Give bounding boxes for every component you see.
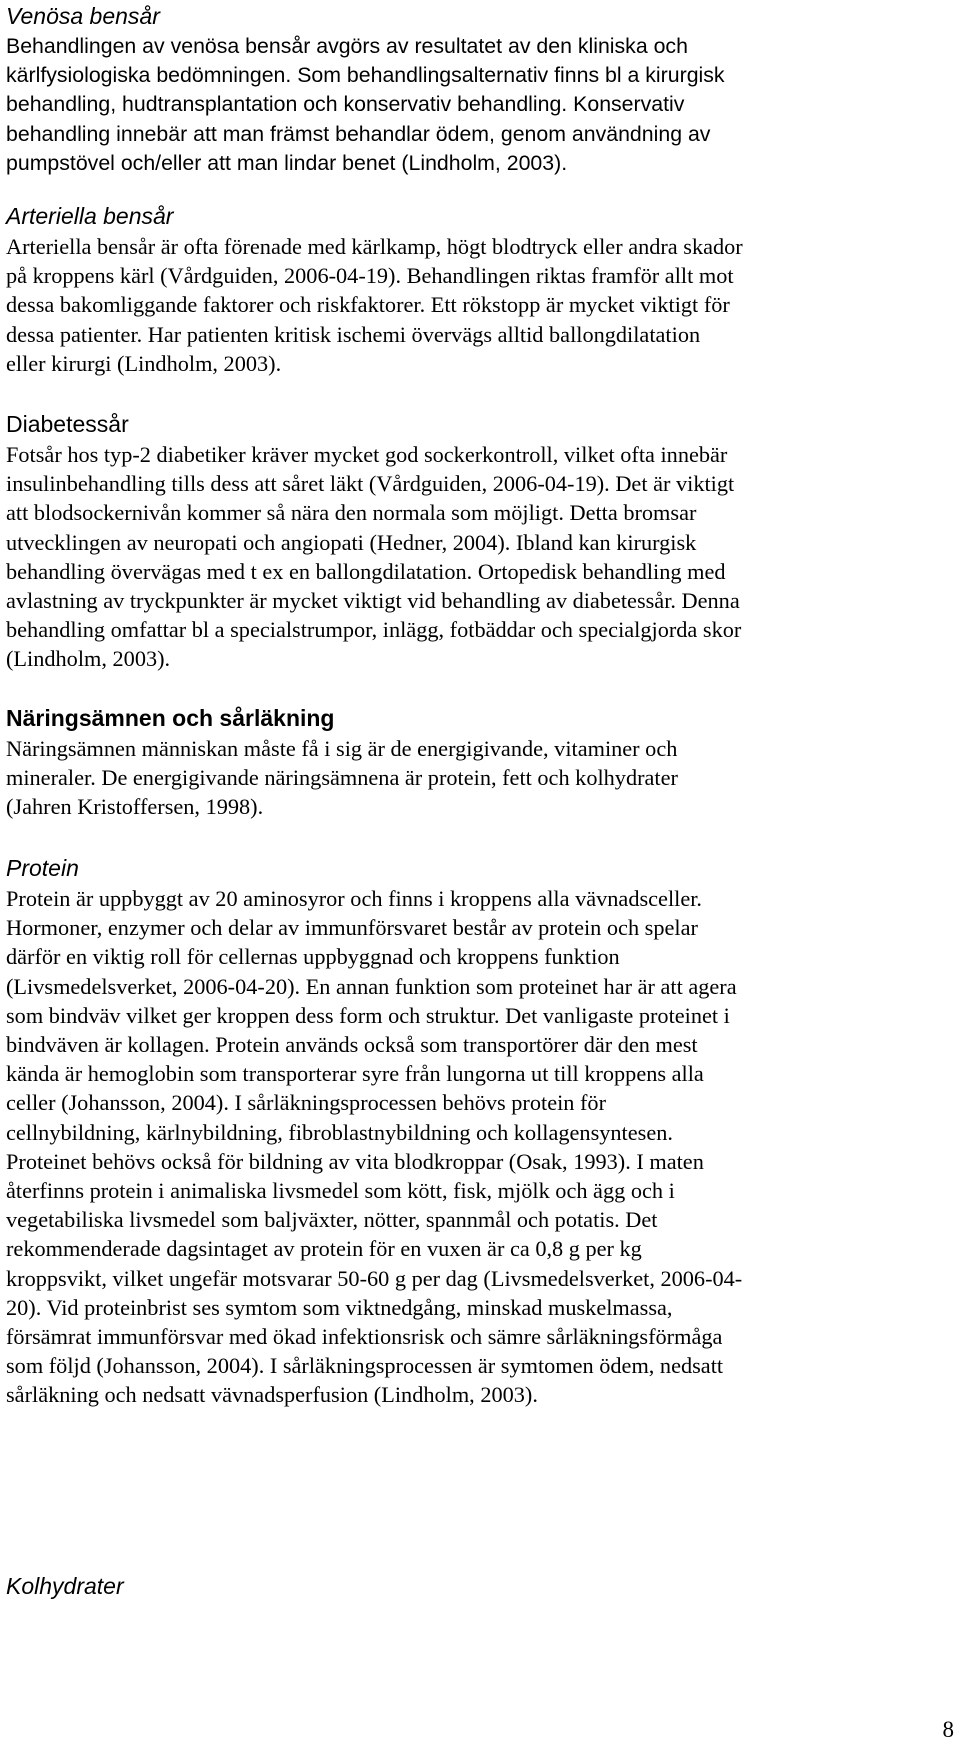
text-line: kända är hemoglobin som transporterar syre från lungorna ut till kroppens alla [6,1061,704,1087]
text-line: på kroppens kärl (Vårdguiden, 2006-04-19). Behandlingen riktas framför allt mot [6,263,734,289]
text-line: Näringsämnen människan måste få i sig är de energigivande, vitaminer och [6,736,678,761]
section-protein [6,852,956,1410]
text-line: dessa bakomliggande faktorer och riskfaktorer. Ett rökstopp är mycket viktigt för [6,292,730,318]
text-line: som bindväv vilket ger kroppen dess form och struktur. Det vanligaste proteinet i [6,1002,730,1028]
text-line: mineraler. De energigivande näringsämnena är protein, fett och kolhydrater [6,765,678,791]
text-line: 20). Vid proteinbrist ses symtom som viktnedgång, minskad muskelmassa, [6,1294,673,1320]
section-paragraph [6,734,956,822]
text-line: (Lindholm, 2003). [6,646,171,672]
section-diabetessar [6,408,956,674]
section-heading: Protein [6,855,79,881]
text-line: försämrat immunförsvar med ökad infektionsrisk och sämre sårläkningsförmåga [6,1324,723,1350]
section-heading: Kolhydrater [6,1573,124,1599]
section-heading: Venösa bensår [6,3,160,29]
text-line: sårläkning och nedsatt vävnadsperfusion (Lindholm, 2003). [6,1382,538,1408]
text-line: insulinbehandling tills dess att såret läkt (Vårdguiden, 2006-04-19). Det är viktigt [6,471,735,497]
section-naringsamnen [6,702,956,822]
section-kolhydrater [6,1570,956,1602]
text-line: att blodsockernivån kommer så nära den normala som möjligt. Detta bromsar [6,500,697,526]
text-line: kroppsvikt, vilket ungefär motsvarar 50-60 g per dag (Livsmedelsverket, 2006-04- [6,1265,743,1291]
text-line: behandling övervägas med t ex en ballongdilatation. Ortopedisk behandling med [6,558,726,584]
text-line: behandling omfattar bl a specialstrumpor, inlägg, fotbäddar och specialgjorda skor [6,617,742,643]
text-line: pumpstövel och/eller att man lindar benet (Lindholm, 2003). [6,150,568,175]
text-line: Behandlingen av venösa bensår avgörs av resultatet av den kliniska och [6,34,688,58]
section-heading: Näringsämnen och sårläkning [6,705,335,731]
section-heading: Arteriella bensår [6,203,174,229]
text-line: bindväven är kollagen. Protein används också som transportörer där den mest [6,1032,698,1058]
text-line: Hormoner, enzymer och delar av immunförsvaret består av protein och spelar [6,915,698,941]
text-line: kärlfysiologiska bedömningen. Som behandlingsalternativ finns bl a kirurgisk [6,63,725,88]
text-line: dessa patienter. Har patienten kritisk ischemi övervägs alltid ballongdilatation [6,321,701,347]
text-line: som följd (Johansson, 2004). I sårläkningsprocessen är symtomen ödem, nedsatt [6,1353,724,1379]
text-line: cellnybildning, kärlnybildning, fibroblastnybildning och kollagensyntesen. [6,1119,673,1145]
section-arteriella-bensar [6,200,956,378]
text-line: behandling innebär att man främst behandlar ödem, genom användning av [6,121,711,146]
text-line: celler (Johansson, 2004). I sårläkningsprocessen behövs protein för [6,1090,607,1116]
page-number: 8 [942,1717,954,1742]
section-paragraph [6,32,956,178]
text-line: behandling, hudtransplantation och konservativ behandling. Konservativ [6,92,685,117]
text-line: avlastning av tryckpunkter är mycket viktigt vid behandling av diabetessår. Denna [6,588,740,614]
section-heading: Diabetessår [6,411,129,437]
text-line: Fotsår hos typ-2 diabetiker kräver mycket god sockerkontroll, vilket ofta innebär [6,442,728,467]
text-line: rekommenderade dagsintaget av protein för en vuxen är ca 0,8 g per kg [6,1236,642,1262]
text-line: Proteinet behövs också för bildning av vita blodkroppar (Osak, 1993). I maten [6,1148,704,1174]
text-line: utvecklingen av neuropati och angiopati (Hedner, 2004). Ibland kan kirurgisk [6,529,697,555]
text-line: eller kirurgi (Lindholm, 2003). [6,350,282,376]
text-line: därför en viktig roll för cellernas uppbyggnad och kroppens funktion [6,944,620,970]
text-line: vegetabiliska livsmedel som baljväxter, nötter, spannmål och potatis. Det [6,1207,658,1233]
text-line: (Jahren Kristoffersen, 1998). [6,794,264,820]
section-venosa-bensar [6,0,956,178]
section-paragraph [6,232,956,378]
text-line: Arteriella bensår är ofta förenade med kärlkamp, högt blodtryck eller andra skador [6,234,743,259]
text-line: (Livsmedelsverket, 2006-04-20). En annan funktion som proteinet har är att agera [6,973,737,999]
section-paragraph [6,884,956,1410]
text-line: Protein är uppbyggt av 20 aminosyror och finns i kroppens alla vävnadsceller. [6,886,702,911]
text-line: återfinns protein i animaliska livsmedel som kött, fisk, mjölk och ägg och i [6,1178,675,1204]
section-paragraph [6,440,956,674]
